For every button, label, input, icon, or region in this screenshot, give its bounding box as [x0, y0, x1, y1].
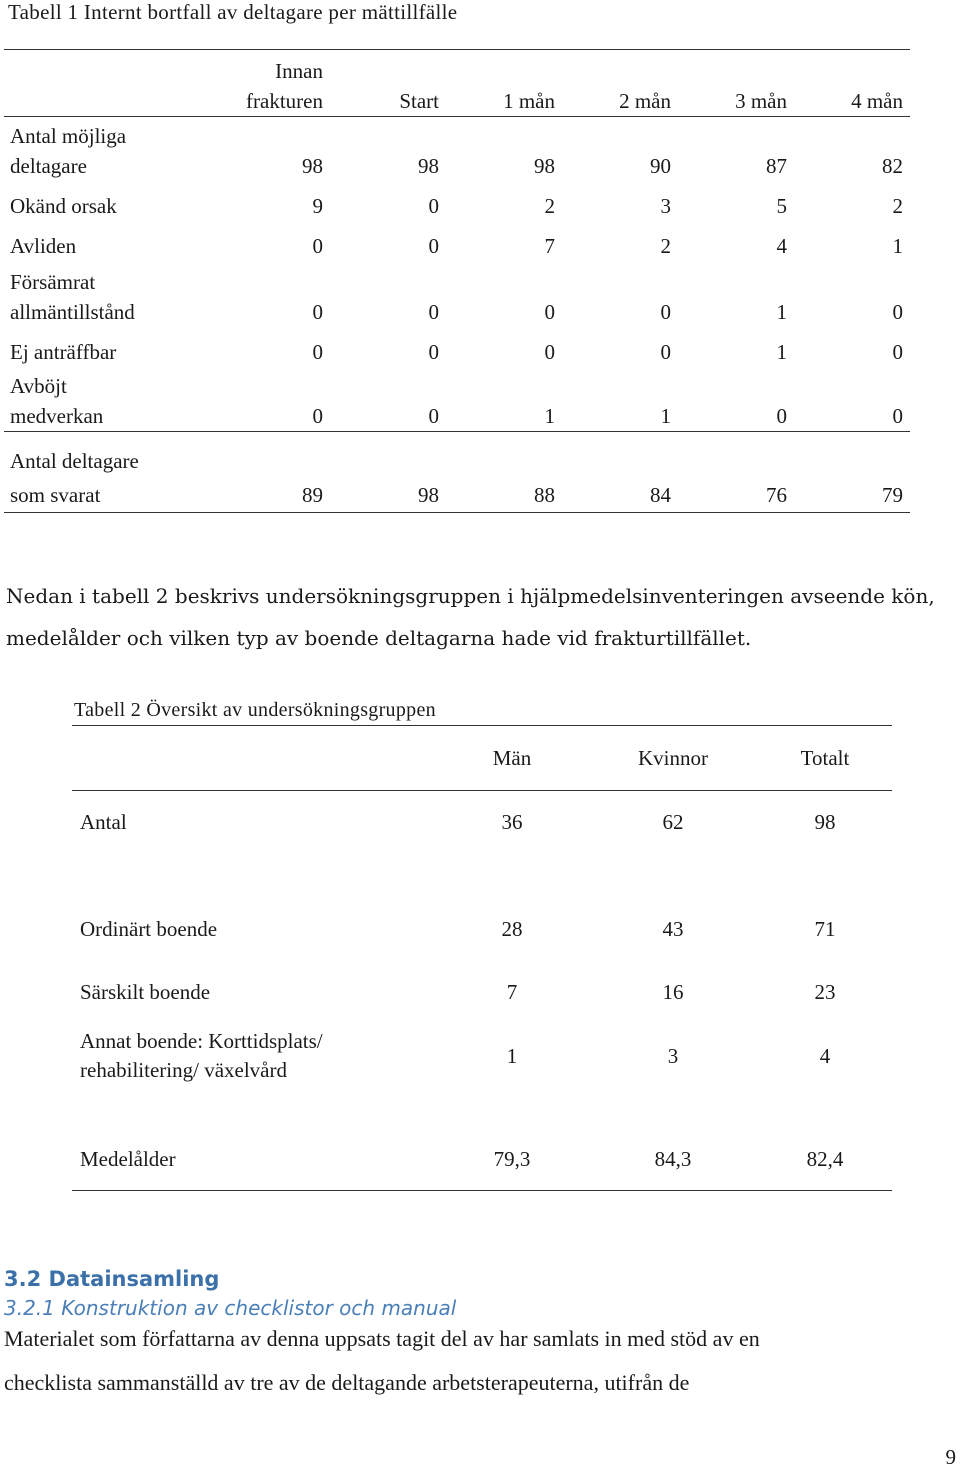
table-cell: 76: [678, 432, 794, 513]
table-cell: 98: [302, 154, 323, 178]
table1-header-cell: 1 mån: [446, 86, 562, 117]
table-cell: 1: [506, 1044, 518, 1068]
table-cell: 0: [428, 194, 439, 218]
table1-header-cell: 4 mån: [794, 86, 910, 117]
subsection-heading: 3.2.1 Konstruktion av checklistor och manual: [4, 1296, 457, 1320]
table-cell: 0: [428, 404, 439, 428]
table-cell: 36: [501, 810, 523, 834]
row-label: Antal möjliga deltagare: [10, 124, 127, 178]
table-cell: 0: [660, 300, 671, 324]
table-cell: 2: [892, 194, 903, 218]
table-cell: 0: [892, 404, 903, 428]
table-cell: 0: [428, 300, 439, 324]
row-label: rehabilitering/ växelvård: [80, 1058, 287, 1082]
table-cell: 28: [501, 917, 523, 941]
table-cell: 87: [766, 154, 787, 178]
paragraph-line: Materialet som författarna av denna uppsats tagit del av har samlats in med stöd av en: [4, 1326, 760, 1351]
table-cell: 0: [892, 300, 903, 324]
table-row: [4, 221, 910, 261]
table-cell: 1: [660, 404, 671, 428]
table-cell: 82: [882, 154, 903, 178]
table-cell: 82,4: [806, 1147, 844, 1171]
table2-header-cell: Män: [492, 746, 532, 770]
table-cell: 1: [544, 404, 555, 428]
paragraph-line: Nedan i tabell 2 beskrivs undersökningsgruppen i hjälpmedelsinventeringen avseende kön,: [6, 584, 935, 608]
table2-top-rule: [72, 725, 892, 726]
table-cell: 4: [776, 234, 787, 258]
table-row: [4, 181, 910, 221]
table-cell: 0: [544, 340, 555, 364]
table-cell: 2: [660, 234, 671, 258]
table-cell: 84,3: [654, 1147, 692, 1171]
table-cell: 71: [814, 917, 836, 941]
table-cell: 79,3: [493, 1147, 531, 1171]
table-cell: 89: [200, 432, 330, 513]
table-cell: 90: [650, 154, 671, 178]
table1-header-cell: 2 mån: [562, 86, 678, 117]
table-cell: 43: [662, 917, 684, 941]
table2-caption: Tabell 2 Översikt av undersökningsgruppen: [74, 699, 436, 721]
table-cell: 98: [418, 154, 439, 178]
table-cell: 1: [776, 340, 787, 364]
row-label: Avliden: [10, 234, 77, 258]
table-cell: 84: [562, 432, 678, 513]
table-cell: 79: [794, 432, 910, 513]
table-cell: 4: [819, 1044, 831, 1068]
row-label: Ordinärt boende: [80, 917, 218, 941]
table2-header-cell: Totalt: [800, 746, 850, 770]
row-label: Medelålder: [80, 1147, 176, 1171]
row-label: Försämrat allmäntillstånd: [10, 270, 135, 324]
table2-header-rule: [72, 790, 892, 791]
table-cell: 23: [814, 980, 836, 1004]
row-label: Särskilt boende: [80, 980, 211, 1004]
row-label: Antal deltagare som svarat: [4, 432, 200, 513]
table-cell: 98: [814, 810, 836, 834]
table-cell: 9: [312, 194, 323, 218]
table-cell: 62: [662, 810, 684, 834]
table-cell: 16: [662, 980, 684, 1004]
table-row: [4, 432, 910, 513]
table2-bottom-rule: [72, 1190, 892, 1191]
paragraph-line: checklista sammanställd av tre av de deltagande arbetsterapeuterna, utifrån de: [4, 1370, 690, 1395]
table-cell: 0: [312, 404, 323, 428]
paragraph-line: medelålder och vilken typ av boende deltagarna hade vid frakturtillfället.: [6, 626, 752, 650]
table-cell: 0: [892, 340, 903, 364]
table-cell: 7: [544, 234, 555, 258]
table-cell: 5: [776, 194, 787, 218]
table1-header-row: [4, 86, 910, 117]
table-row: [4, 117, 910, 182]
table-cell: 0: [660, 340, 671, 364]
table-cell: 1: [892, 234, 903, 258]
row-label: Annat boende: Korttidsplats/: [80, 1029, 323, 1053]
page-number: 9: [945, 1445, 956, 1469]
table1-header-innan: Innan: [200, 50, 330, 87]
section-heading: 3.2 Datainsamling: [4, 1267, 220, 1291]
table1-header-cell: 3 mån: [678, 86, 794, 117]
table-cell: 0: [544, 300, 555, 324]
row-label: Avböjt medverkan: [10, 374, 104, 428]
table-cell: 0: [312, 234, 323, 258]
table-cell: 0: [312, 300, 323, 324]
table-cell: 2: [544, 194, 555, 218]
table1-header-cell: frakturen: [200, 86, 330, 117]
table2-header-cell: Kvinnor: [638, 746, 708, 770]
table-cell: 98: [534, 154, 555, 178]
table-cell: 3: [660, 194, 671, 218]
table-cell: 0: [428, 340, 439, 364]
table-row: [4, 367, 910, 432]
table1-caption: Tabell 1 Internt bortfall av deltagare per mättillfälle: [8, 0, 458, 24]
row-label: Antal: [80, 810, 127, 834]
table-cell: 98: [330, 432, 446, 513]
table-row: [4, 261, 910, 327]
table1: [4, 49, 910, 513]
table1-header-row: [4, 50, 910, 87]
table-cell: 7: [506, 980, 518, 1004]
table-cell: 3: [667, 1044, 679, 1068]
table-cell: 0: [312, 340, 323, 364]
row-label: Okänd orsak: [10, 194, 117, 218]
table-cell: 88: [446, 432, 562, 513]
row-label: Ej anträffbar: [10, 340, 117, 364]
table-cell: 1: [776, 300, 787, 324]
table1-header-cell: Start: [330, 86, 446, 117]
table-cell: 0: [428, 234, 439, 258]
table-cell: 0: [776, 404, 787, 428]
table-row: [4, 327, 910, 367]
